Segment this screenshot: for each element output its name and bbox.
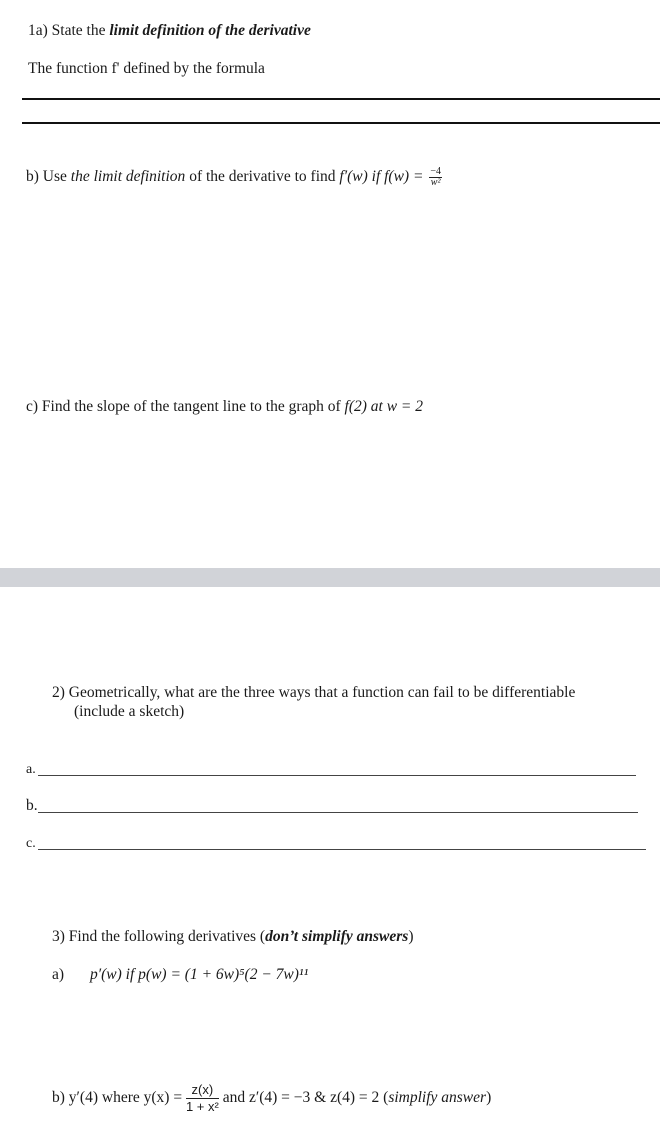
q1a-label: 1a) State the xyxy=(28,22,110,39)
q3-title-emphasis: don’t simplify answers xyxy=(265,928,409,945)
answer-rule-2 xyxy=(22,122,660,124)
q3-title-suffix: ) xyxy=(408,928,414,945)
q3b-text xyxy=(52,1082,491,1115)
q1b-denominator: w² xyxy=(430,177,441,188)
q3-title-prefix: 3) Find the following derivatives ( xyxy=(52,928,266,945)
q1c-text xyxy=(26,397,423,417)
q2-item-c-blank xyxy=(38,849,646,850)
q3b-end: ) xyxy=(486,1089,492,1107)
q3b-denominator: 1 + x² xyxy=(185,1099,219,1114)
q1b-text xyxy=(26,167,442,188)
q1b-prefix: b) Use xyxy=(26,168,71,186)
page-separator xyxy=(0,568,660,587)
q2-item-b-blank xyxy=(38,812,638,813)
q3-title xyxy=(52,927,414,947)
q1b-emphasis: the limit definition xyxy=(70,168,186,186)
q1b-fraction xyxy=(429,167,442,188)
q2-line1: 2) Geometrically, what are the three ways that a function can fail to be differentiable xyxy=(52,684,576,701)
q3b-fraction xyxy=(186,1082,219,1115)
q1b-numerator: −4 xyxy=(430,166,441,177)
q2-line2: (include a sketch) xyxy=(74,703,185,720)
q3b-numerator: z(x) xyxy=(186,1082,219,1099)
q1a-heading xyxy=(28,21,311,41)
q2-item-a-blank xyxy=(38,775,636,776)
q2-item-c-label: c. xyxy=(26,836,36,851)
q3b-suffix: and z′(4) = −3 & z(4) = 2 ( xyxy=(218,1089,389,1107)
q1a-emphasis: limit definition of the derivative xyxy=(109,22,311,39)
q3b-label: b) y′(4) where y(x) = xyxy=(52,1089,186,1107)
q1a-line2: The function f' defined by the formula xyxy=(28,60,265,77)
q3b-emphasis: simplify answer xyxy=(388,1089,487,1107)
q3a-math: p′(w) if p(w) = (1 + 6w)⁵(2 − 7w)¹¹ xyxy=(90,966,309,983)
q1c-label: c) Find the slope of the tangent line to the graph of xyxy=(26,398,345,415)
q1b-math: f′(w) if f(w) = xyxy=(339,168,428,186)
q1c-math: f(2) at w = 2 xyxy=(344,398,424,415)
answer-rule-1 xyxy=(22,98,660,100)
q2-item-b-label: b. xyxy=(26,797,38,814)
q3a-label: a) xyxy=(52,966,65,983)
q1b-middle: of the derivative to find xyxy=(185,168,340,186)
q2-item-a-label: a. xyxy=(26,762,36,777)
